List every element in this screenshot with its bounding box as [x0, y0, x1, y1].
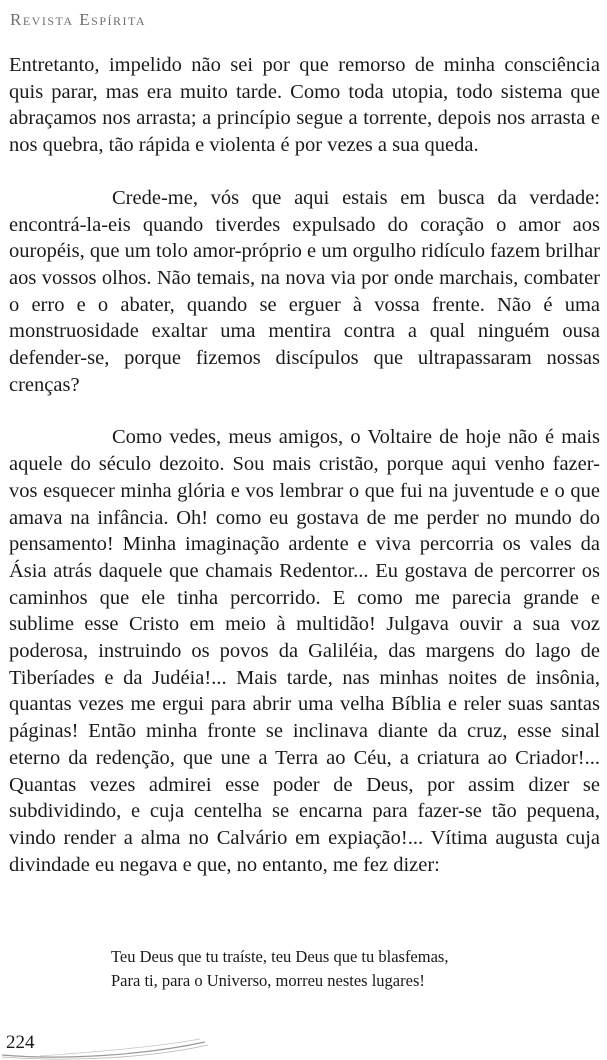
folio [0, 1022, 260, 1060]
folio-swoosh-icon [0, 1022, 260, 1060]
paragraph-1: Entretanto, impelido não sei por que remorso de minha consciência quis parar, mas era muito tarde. Como toda utopia, todo sistema que abraçamos nos arrasta; a princípio segue a torrente, depois nos arrasta e nos quebra, tão rápida e violenta é por vezes a sua queda. [9, 54, 600, 157]
paragraph-2: Crede-me, vós que aqui estais em busca da verdade: encontrá-la-eis quando tiverdes expulsado do coração o amor aos ouropéis, que um tolo amor-próprio e um orgulho ridículo fazem brilhar aos vossos olhos. Não temais, na nova via por onde marchais, combater o erro e o abater, quando se erguer à vossa frente. Não é uma monstruosidade exaltar uma mentira contra a qual ninguém ousa defender-se, porque fizemos discípulos que ultrapassaram nossas crenças? [9, 186, 600, 396]
running-head: Revista Espírita [10, 10, 147, 29]
page-number: 224 [6, 1032, 35, 1053]
verse-line-1: Teu Deus que tu traíste, teu Deus que tu blasfemas, [111, 947, 449, 966]
body-text [9, 52, 600, 904]
verse-line-2: Para ti, para o Universo, morreu nestes lugares! [111, 971, 425, 990]
verse-quote [111, 945, 581, 993]
paragraph-3: Como vedes, meus amigos, o Voltaire de hoje não é mais aquele do século dezoito. Sou mais cristão, porque aqui venho fazer-vos esquecer minha glória e vos lembrar o que fui na juventude e o que amava na infância. Oh! como eu gostava de me perder no mundo do pensamento! Minha imaginação ardente e viva percorria os vales da Ásia atrás daquele que chamais Redentor... Eu gostava de percorrer os caminhos que ele tinha percorrido. E como me parecia grande e sublime esse Cristo em meio à multidão! Julgava ouvir a sua voz poderosa, instruindo os povos da Galiléia, das margens do lago de Tiberíades e da Judéia!... Mais tarde, nas minhas noites de insônia, quantas vezes me ergui para abrir uma velha Bíblia e reler suas santas páginas! Então minha fronte se inclinava diante da cruz, esse sinal eterno da redenção, que une a Terra ao Céu, a criatura ao Criador!... Quantas vezes admirei esse poder de Deus, por assim dizer se subdividindo, e cuja centelha se encarna para fazer-se tão pequena, vindo render a alma no Calvário em expiação!... Vítima augusta cuja divindade eu negava e que, no entanto, me fez dizer: [9, 426, 600, 876]
